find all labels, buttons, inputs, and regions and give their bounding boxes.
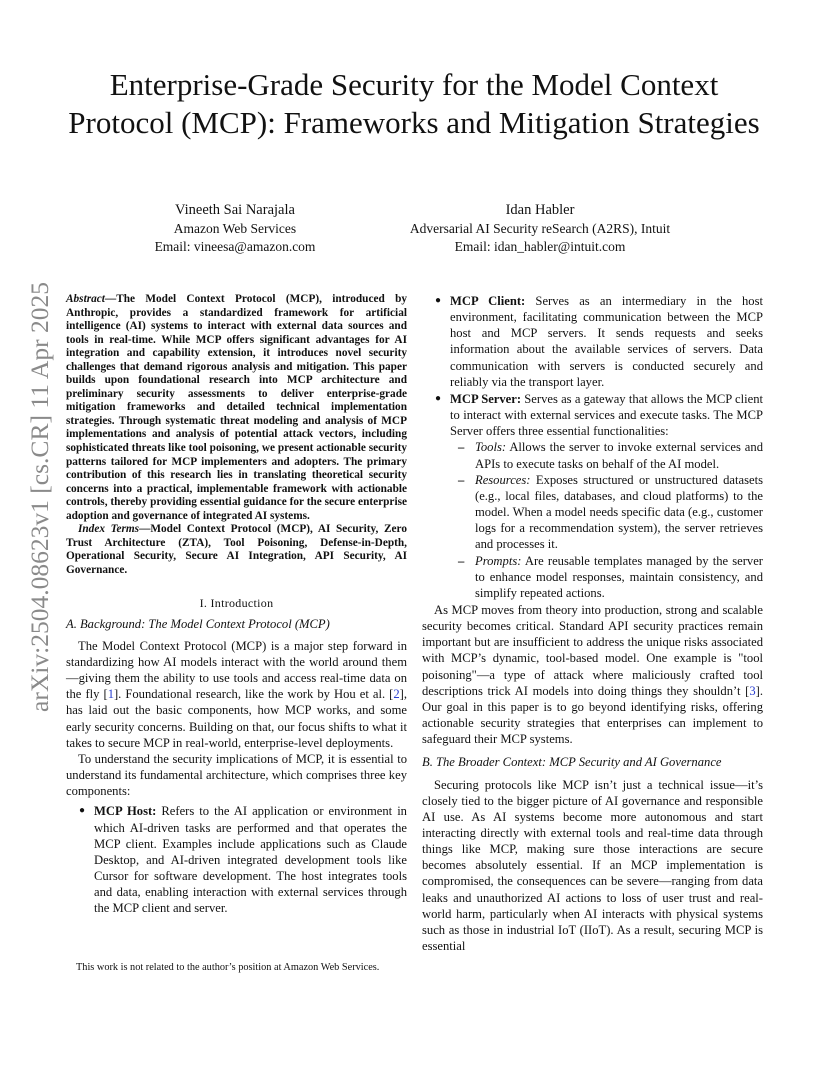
paragraph-3	[422, 602, 763, 747]
left-column	[66, 293, 407, 917]
abstract	[66, 293, 407, 523]
sub-item-title: Tools:	[475, 440, 507, 455]
citation-link-2[interactable]: 2	[393, 687, 400, 702]
bullet-icon: ●	[435, 295, 442, 306]
author-block-1	[110, 201, 360, 256]
author-name: Idan Habler	[505, 202, 575, 218]
sub-item-text: Allows the server to invoke external services and APIs to execute tasks on behalf of the AI model.	[475, 440, 763, 471]
index-terms-body: —Model Context Protocol (MCP), AI Security, Zero Trust Architecture (ZTA), Tool Poisoning, Defense-in-Depth, Operational Security, Secure AI Integration, API Security, AI Governance.	[66, 523, 407, 576]
author-affiliation: Amazon Web Services	[173, 221, 297, 236]
list-item-title: MCP Host:	[94, 804, 157, 819]
list-item-title: MCP Client:	[450, 294, 526, 308]
author-email: Email: vineesa@amazon.com	[154, 239, 316, 254]
component-list-left	[66, 803, 407, 916]
dash-icon: –	[458, 440, 465, 455]
subsection-heading-background: A. Background: The Model Context Protocol (MCP)	[66, 616, 330, 631]
dash-icon: –	[458, 472, 465, 487]
index-terms-lead: Index Terms	[78, 523, 140, 536]
paragraph-text: The Model Context Protocol (MCP) is a major step forward in standardizing how AI models interact with the world around them—giving them the ability to use tools and access real-time data on the fly [	[66, 638, 407, 702]
section-heading-introduction: I. Introduction	[199, 596, 274, 611]
paper-title: Enterprise-Grade Security for the Model Context Protocol (MCP): Frameworks and Mitigation Strategies	[68, 67, 760, 140]
sub-list-item-tools	[450, 439, 763, 471]
bullet-icon: ●	[435, 392, 442, 404]
bullet-icon: ●	[79, 805, 86, 817]
paragraph-1	[66, 638, 407, 751]
dash-icon: –	[458, 553, 465, 568]
paragraph-text: ], has laid out the basic components, how MCP works, and some early security concerns. Building on that, our focus shifts to what it takes to secure MCP in real-world, enterprise-level deployments.	[66, 687, 407, 750]
component-list-right	[422, 293, 763, 601]
citation-link-3[interactable]: 3	[749, 683, 756, 698]
sub-item-text: Exposes structured or unstructured datasets (e.g., local files, databases, and cloud platforms) to the model. When a model needs specific data (e.g., customer logs for a recommendation system), the server retrieves and processes it.	[475, 472, 763, 552]
sub-item-title: Prompts:	[475, 553, 522, 568]
author-email: Email: idan_habler@intuit.com	[454, 239, 626, 254]
paragraph-text: As MCP moves from theory into production, strong and scalable security becomes critical. Standard API security practices remain important but are insufficient to address the unique risks associated with MCP’s dynamic, tool-based model. One example is "tool poisoning"—a type of attack where maliciously crafted tool descriptions trick AI models into doing things they shouldn’t [	[422, 602, 763, 698]
list-item-mcp-client	[422, 293, 763, 390]
server-functionality-list	[450, 439, 763, 601]
sub-item-title: Resources:	[475, 472, 531, 487]
list-item-mcp-host	[66, 803, 407, 916]
sub-item-text: Are reusable templates managed by the server to enhance model responses, maintain consistency, and simplify repeated actions.	[475, 553, 763, 600]
paragraph-text: ]. Our goal in this paper is to go beyond identifying risks, offering actionable security strategies that enterprises can implement to safeguard their MCP systems.	[422, 683, 763, 747]
arxiv-identifier-stamp	[8, 280, 64, 720]
paragraph-text: ]. Foundational research, like the work by Hou et al. [	[113, 687, 394, 702]
list-item-title: MCP Server:	[450, 391, 522, 406]
list-item-text: Refers to the AI application or environment in which AI-driven tasks are performed and that operates the MCP client. Examples include applications such as Claude Desktop, and AI-driven integrated development tools like Cursor for software development. The host integrates tools and data, enabling interaction with external services through the MCP client and server.	[94, 804, 407, 916]
list-item-text: Serves as a gateway that allows the MCP client to interact with external services and execute tasks. The MCP Server offers three essential functionalities:	[450, 391, 763, 439]
sub-list-item-resources	[450, 472, 763, 553]
right-column	[422, 293, 763, 954]
arxiv-stamp-svg	[8, 280, 64, 720]
list-item-mcp-server	[422, 391, 763, 601]
footnote: This work is not related to the author’s position at Amazon Web Services.	[76, 962, 380, 973]
paragraph-4: Securing protocols like MCP isn’t just a technical issue—it’s closely tied to the bigger picture of AI governance and responsible AI use. As AI systems become more autonomous and start interacting directly with external tools and real-time data through things like MCP, making sure those interactions are secure becomes absolutely essential. If an MCP implementation is compromised, the consequences can be severe—ranging from data leaks and unauthorized AI actions to loss of user trust and real-world harm, particularly when AI interacts with physical systems such as those in industrial IoT (IIoT). As a result, securing MCP is essential	[422, 777, 763, 954]
subsection-heading-broader-context: B. The Broader Context: MCP Security and AI Governance	[422, 755, 722, 770]
author-affiliation: Adversarial AI Security reSearch (A2RS), Intuit	[409, 221, 671, 236]
sub-list-item-prompts	[450, 553, 763, 601]
index-terms	[66, 523, 407, 577]
list-item-text: Serves as an intermediary in the host environment, facilitating communication between the MCP host and MCP servers. It sends requests and seeks information about the available services of servers. Data communication with servers is conducted securely and reliably via the transport layer.	[450, 294, 764, 389]
arxiv-id-text: arXiv:2504.08623v1 [cs.CR] 11 Apr 2025	[25, 282, 54, 712]
abstract-lead: Abstract	[66, 293, 105, 305]
paragraph-2: To understand the security implications of MCP, it is essential to understand its fundamental architecture, which comprises three key components:	[66, 751, 407, 799]
author-name: Vineeth Sai Narajala	[175, 202, 295, 218]
abstract-body: —The Model Context Protocol (MCP), introduced by Anthropic, provides a standardized framework for artificial intelligence (AI) systems to interact with external data sources and tools in real-time. While MCP offers significant advantages for AI integration and capability extension, it introduces novel security challenges that demand rigorous analysis and mitigation. This paper builds upon foundational research into MCP architecture and preliminary security assessments to deliver enterprise-grade mitigation frameworks and detailed technical implementation strategies. Through systematic threat modeling and analysis of MCP implementations and analysis of potential attack vectors, including sophisticated threats like tool poisoning, we present actionable security patterns tailored for MCP implementers and adopters. The primary contribution of this research lies in translating theoretical security concerns into a practical, implementable framework with actionable controls, thereby providing essential guidance for the secure enterprise adoption and governance of integrated AI systems.	[66, 293, 407, 522]
citation-link-1[interactable]: 1	[107, 687, 114, 702]
author-block-2	[390, 201, 690, 256]
